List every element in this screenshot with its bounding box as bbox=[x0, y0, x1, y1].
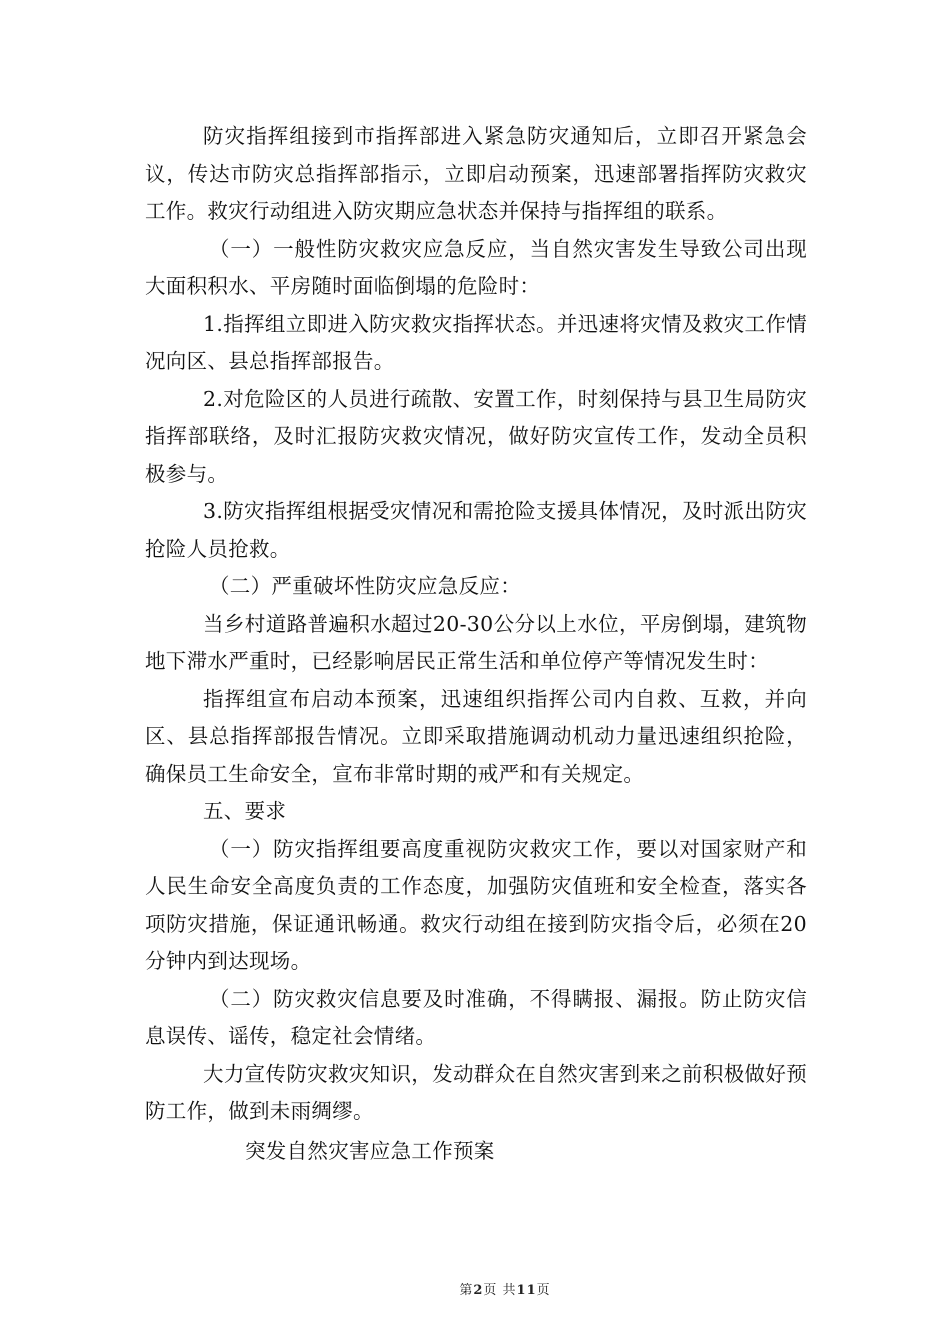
footer-current-page: 2 bbox=[473, 1283, 484, 1298]
paragraph-item-1: 1.指挥组立即进入防灾救灾指挥状态。并迅速将灾情及救灾工作情况向区、县总指挥部报告。 bbox=[145, 311, 807, 373]
paragraph-requirement-2: （二）防灾救灾信息要及时准确，不得瞒报、漏报。防止防灾信息误传、谣传，稳定社会情绪。 bbox=[145, 986, 807, 1048]
paragraph-publicity: 大力宣传防灾救灾知识，发动群众在自然灾害到来之前积极做好预防工作，做到未雨绸缪。 bbox=[145, 1061, 807, 1123]
paragraph-severe-condition: 当乡村道路普遍积水超过20-30公分以上水位，平房倒塌，建筑物地下滞水严重时，已经影响居民正常生活和单位停产等情况发生时： bbox=[145, 611, 807, 673]
paragraph-item-2: 2.对危险区的人员进行疏散、安置工作，时刻保持与县卫生局防灾指挥部联络，及时汇报防灾救灾情况，做好防灾宣传工作，发动全员积极参与。 bbox=[145, 386, 807, 486]
paragraph-requirement-1: （一）防灾指挥组要高度重视防灾救灾工作，要以对国家财产和人民生命安全高度负责的工作态度，加强防灾值班和安全检查，落实各项防灾措施，保证通讯畅通。救灾行动组在接到防灾指令后，必须在20分钟内到达现场。 bbox=[145, 836, 807, 973]
paragraph-command-response: 防灾指挥组接到市指挥部进入紧急防灾通知后，立即召开紧急会议，传达市防灾总指挥部指示，立即启动预案，迅速部署指挥防灾救灾工作。救灾行动组进入防灾期应急状态并保持与指挥组的联系。 bbox=[145, 124, 807, 223]
document-body bbox=[145, 118, 807, 1170]
paragraph-severe-action: 指挥组宣布启动本预案，迅速组织指挥公司内自救、互救，并向区、县总指挥部报告情况。立即采取措施调动机动力量迅速组织抢险，确保员工生命安全，宣布非常时期的戒严和有关规定。 bbox=[145, 686, 807, 786]
paragraph-severe-response-heading: （二）严重破坏性防灾应急反应： bbox=[209, 574, 521, 598]
page-footer bbox=[0, 1279, 950, 1298]
paragraph-item-3: 3.防灾指挥组根据受灾情况和需抢险支援具体情况，及时派出防灾抢险人员抢救。 bbox=[145, 499, 807, 561]
footer-middle: 页 共 bbox=[483, 1283, 517, 1298]
section-heading-requirements: 五、要求 bbox=[203, 799, 287, 823]
document-title-next: 突发自然灾害应急工作预案 bbox=[245, 1138, 495, 1163]
paragraph-general-response-heading: （一）一般性防灾救灾应急反应，当自然灾害发生导致公司出现大面积积水、平房随时面临倒塌的危险时： bbox=[145, 236, 807, 298]
footer-suffix: 页 bbox=[536, 1283, 551, 1298]
footer-prefix: 第 bbox=[459, 1283, 474, 1298]
footer-total-pages: 11 bbox=[516, 1283, 537, 1298]
